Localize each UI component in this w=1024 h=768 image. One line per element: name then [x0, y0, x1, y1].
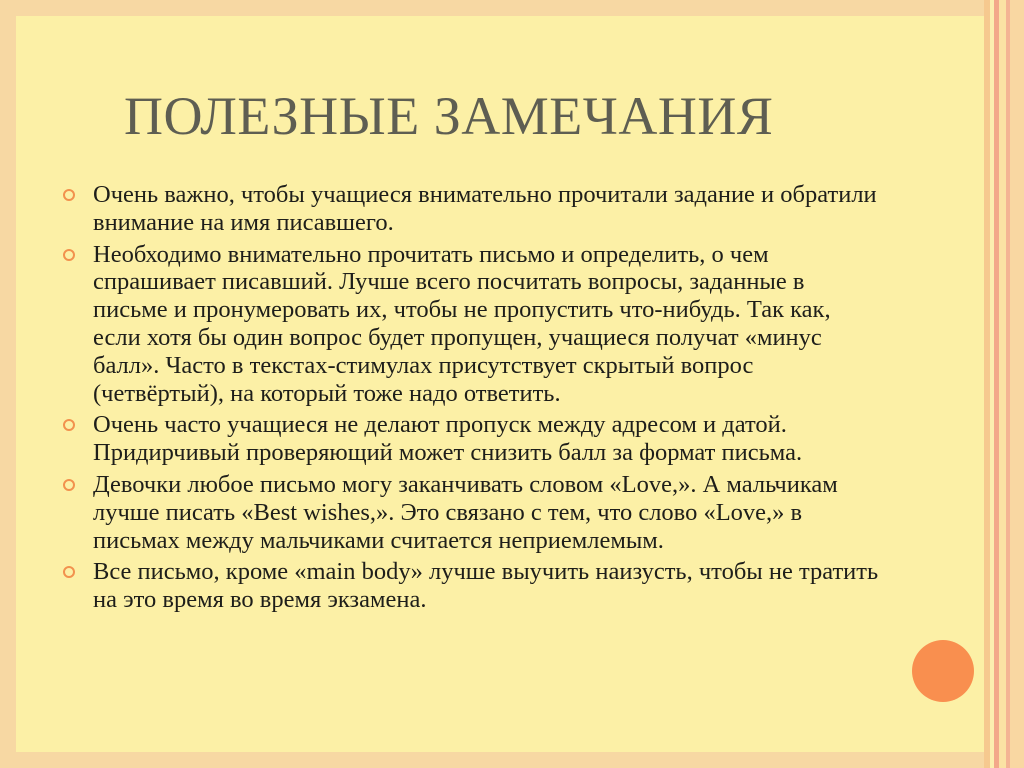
bullet-text: Все письмо, кроме «main body» лучше выучить наизусть, чтобы не тратить на это время во время экзамена.	[93, 558, 879, 614]
orange-circle-icon	[912, 640, 974, 702]
ring-bullet-icon	[63, 566, 75, 578]
ring-bullet-icon	[63, 479, 75, 491]
bullet-item	[60, 241, 880, 408]
bullet-text: Необходимо внимательно прочитать письмо и определить, о чем спрашивает писавший. Лучше всего посчитать вопросы, заданные в письме и пронумеровать их, чтобы не пропустить что-нибудь. Так как, если хотя бы один вопрос будет пропущен, учащиеся получат «минус балл». Часто в текстах-стимулах присутствует скрытый вопрос (четвёртый), на который тоже надо ответить.	[93, 240, 831, 407]
right-border-stripe	[1010, 0, 1024, 768]
slide-title: ПОЛЕЗНЫЕ ЗАМЕЧАНИЯ	[124, 86, 774, 146]
ring-bullet-icon	[63, 189, 75, 201]
ring-bullet-icon	[63, 419, 75, 431]
right-border-stripe	[999, 0, 1006, 768]
bullet-text: Очень важно, чтобы учащиеся внимательно прочитали задание и обратили внимание на имя писавшего.	[93, 181, 877, 236]
bullet-text: Девочки любое письмо могу заканчивать словом «Love,». А мальчикам лучше писать «Best wishes,». Это связано с тем, что слово «Love,» в письмах между мальчиками считается неприемлемым.	[93, 470, 838, 554]
bullet-item	[60, 411, 880, 467]
bullet-item	[60, 181, 880, 237]
bullet-text: Очень часто учащиеся не делают пропуск между адресом и датой. Придирчивый проверяющий может снизить балл за формат письма.	[93, 411, 803, 467]
bullet-item	[60, 558, 880, 614]
ring-bullet-icon	[63, 249, 75, 261]
bullet-list	[60, 181, 880, 618]
bullet-item	[60, 471, 880, 554]
